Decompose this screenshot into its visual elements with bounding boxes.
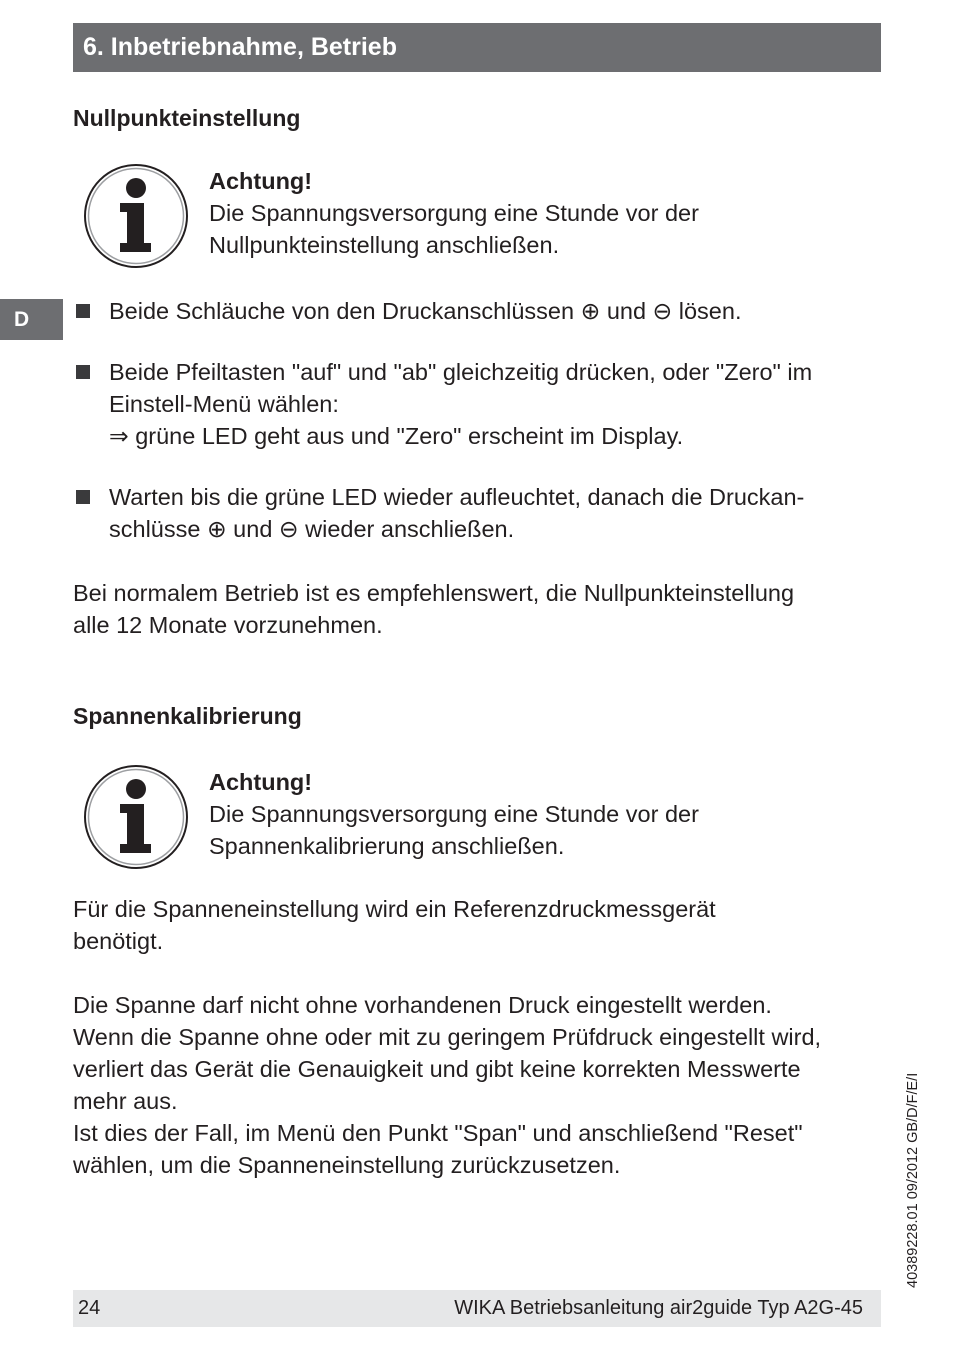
zero-notice-line: Die Spannungsversorgung eine Stunde vor der xyxy=(209,200,699,226)
paragraph-line: mehr aus. xyxy=(73,1088,178,1114)
paragraph-line: Bei normalem Betrieb ist es empfehlenswert, die Nullpunkteinstellung xyxy=(73,580,795,606)
document-title: WIKA Betriebsanleitung air2guide Typ A2G-45 xyxy=(454,1297,863,1319)
language-tab-label: D xyxy=(14,308,30,331)
page-footer xyxy=(73,1290,881,1327)
list-item-text: Beide Pfeiltasten "auf" und "ab" gleichzeitig drücken, oder "Zero" im xyxy=(109,359,813,385)
document-code: 40389228.01 09/2012 GB/D/F/E/I xyxy=(905,1072,921,1288)
section-header-title: 6. Inbetriebnahme, Betrieb xyxy=(83,33,397,61)
paragraph-line: alle 12 Monate vorzunehmen. xyxy=(73,612,383,638)
list-item-text: Beide Schläuche von den Druckanschlüssen ⊕ und ⊖ lösen. xyxy=(109,298,742,324)
section-header xyxy=(73,23,881,72)
info-icon xyxy=(83,163,189,269)
zero-notice xyxy=(83,163,883,273)
paragraph-line: Die Spanne darf nicht ohne vorhandenen Druck eingestellt werden. xyxy=(73,992,772,1018)
zero-section-title: Nullpunkteinstellung xyxy=(73,105,301,131)
paragraph-line: Wenn die Spanne ohne oder mit zu geringem Prüfdruck eingestellt wird, xyxy=(73,1024,822,1050)
span-paragraph-2 xyxy=(73,989,883,1181)
zero-notice-heading: Achtung! xyxy=(209,168,313,194)
square-bullet-icon xyxy=(76,490,90,504)
list-item-text: Warten bis die grüne LED wieder aufleuchtet, danach die Druckan- xyxy=(109,484,805,510)
span-notice-heading: Achtung! xyxy=(209,769,313,795)
span-section-title: Spannenkalibrierung xyxy=(73,703,302,729)
zero-notice-line: Nullpunkteinstellung anschließen. xyxy=(209,232,560,258)
span-notice-line: Die Spannungsversorgung eine Stunde vor der xyxy=(209,801,699,827)
zero-note-paragraph xyxy=(73,577,883,641)
paragraph-line: verliert das Gerät die Genauigkeit und gibt keine korrekten Messwerte xyxy=(73,1056,801,1082)
paragraph-line: Ist dies der Fall, im Menü den Punkt "Span" und anschließend "Reset" xyxy=(73,1120,803,1146)
info-icon xyxy=(83,764,189,870)
paragraph-line: wählen, um die Spanneneinstellung zurückzusetzen. xyxy=(73,1152,621,1178)
span-notice-line: Spannenkalibrierung anschließen. xyxy=(209,833,565,859)
list-item-text: schlüsse ⊕ und ⊖ wieder anschließen. xyxy=(109,516,515,542)
span-paragraph-1 xyxy=(73,893,883,957)
language-tab xyxy=(0,299,63,340)
paragraph-line: benötigt. xyxy=(73,928,164,954)
paragraph-line: Für die Spanneneinstellung wird ein Referenzdruckmessgerät xyxy=(73,896,716,922)
span-notice xyxy=(83,764,883,874)
list-item-result: ⇒ grüne LED geht aus und "Zero" erscheint im Display. xyxy=(109,423,684,449)
list-item-text: Einstell-Menü wählen: xyxy=(109,391,339,417)
page-number: 24 xyxy=(78,1297,101,1319)
square-bullet-icon xyxy=(76,365,90,379)
square-bullet-icon xyxy=(76,304,90,318)
